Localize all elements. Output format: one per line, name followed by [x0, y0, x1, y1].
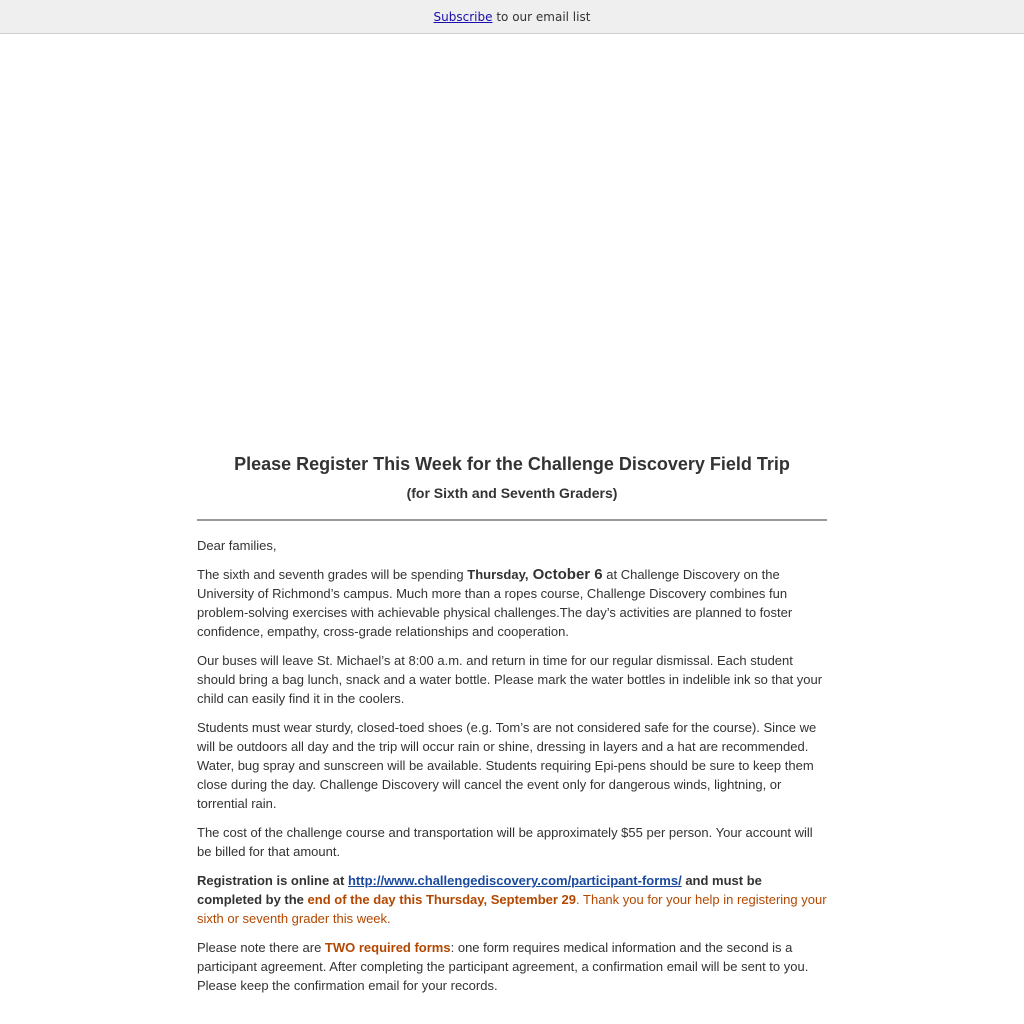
- page-title: Please Register This Week for the Challenge Discovery Field Trip: [234, 454, 790, 474]
- subscribe-bar: [0, 0, 1024, 34]
- paragraph-forms: Please note there are TWO required forms: one form requires medical information and the second is a participant agreement. After completing the participant agreement, a confirmation email will be sent to you. Please keep the confirmation email for your records.: [197, 940, 809, 993]
- page-subtitle: (for Sixth and Seventh Graders): [406, 485, 618, 501]
- newsletter-content: [197, 452, 827, 995]
- registration-link[interactable]: http://www.challengediscovery.com/participant-forms/: [347, 873, 682, 888]
- event-day: Thursday,: [467, 567, 529, 582]
- event-date: October 6: [528, 566, 603, 583]
- registration-deadline: end of the day this Thursday, September 29: [307, 892, 577, 907]
- subscribe-text: to our email list: [496, 9, 591, 24]
- subscribe-link[interactable]: Subscribe: [433, 9, 493, 24]
- paragraph-cost: The cost of the challenge course and transportation will be approximately $55 per person. Your account will be billed for that amount.: [197, 825, 813, 859]
- paragraph-buses: Our buses will leave St. Michael’s at 8:00 a.m. and return in time for our regular dismissal. Each student should bring a bag lunch, snack and a water bottle. Please mark the water bottles in indelible ink so that your child can easily find it in the coolers.: [197, 653, 823, 706]
- divider: [197, 519, 827, 521]
- paragraph-attire: Students must wear sturdy, closed-toed shoes (e.g. Tom’s are not considered safe for the course). Since we will be outdoors all day and the trip will occur rain or shine, dressing in layers and a hat are recommended. Water, bug spray and sunscreen will be available. Students requiring Epi-pens should be sure to keep them close during the day. Challenge Discovery will cancel the event only for dangerous winds, lightning, or torrential rain.: [197, 720, 817, 811]
- paragraph-intro: The sixth and seventh grades will be spending Thursday, October 6 at Challenge Discovery on the University of Richmond’s campus. Much more than a ropes course, Challenge Discovery combines fun problem-solving exercises with achievable physical challenges.The day’s activities are planned to foster confidence, empathy, cross-grade relationships and cooperation.: [197, 566, 793, 639]
- header-image-area: [197, 34, 827, 439]
- required-forms: TWO required forms: [324, 940, 451, 955]
- greeting: Dear families,: [197, 538, 277, 553]
- paragraph-registration: Registration is online at http://www.challengediscovery.com/participant-forms/ and must be completed by the end of the day this Thursday, September 29. Thank you for your help in registering your sixth or seventh grader this week.: [197, 873, 827, 926]
